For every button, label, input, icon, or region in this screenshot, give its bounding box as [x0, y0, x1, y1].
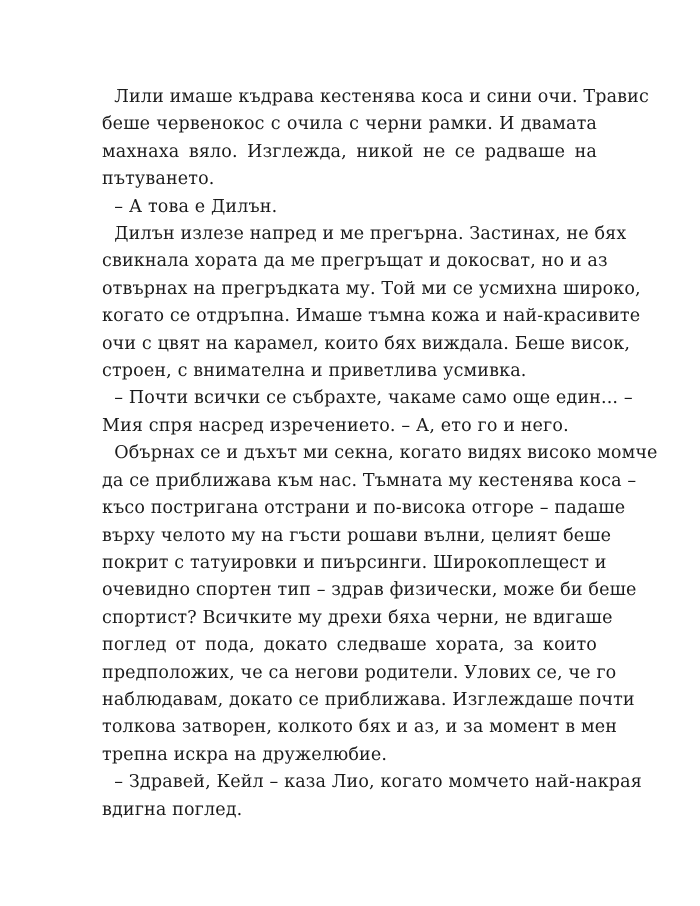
- text-line: пътуването.: [102, 169, 215, 190]
- text-line: когато се отдръпна. Имаше тъмна кожа и най-красивите: [102, 306, 641, 327]
- text-line: – А това е Дилън.: [114, 196, 278, 217]
- text-line: Обърнах се и дъхът ми секна, когато видях високо момче: [114, 443, 658, 464]
- text-line: предположих, че са негови родители. Улових се, че го: [102, 662, 617, 683]
- text-line: трепна искра на дружелюбие.: [102, 744, 388, 765]
- paragraph: [102, 440, 658, 769]
- text-line: отвърнах на прегръдката му. Той ми се усмихна широко,: [102, 278, 641, 299]
- text-line: Лили имаше къдрава кестенява коса и сини очи. Травис: [114, 87, 649, 107]
- text-line: беше червенокос с очила с черни рамки. И двамата: [102, 114, 597, 135]
- text-line: Мия спря насред изречението. – А, ето го и него.: [102, 415, 569, 436]
- paragraph: [102, 194, 597, 221]
- paragraph: [102, 385, 633, 440]
- paragraph: [102, 221, 641, 385]
- text-line: поглед от пода, докато следваше хората, за които: [102, 635, 597, 656]
- text-line: строен, с внимателна и приветлива усмивка.: [102, 361, 527, 382]
- paragraph: [102, 84, 649, 194]
- text-line: Дилън излезе напред и ме прегърна. Застинах, не бях: [114, 224, 627, 245]
- text-line: покрит с татуировки и пиърсинги. Широкоплещест и: [102, 552, 607, 573]
- text-line: да се приближава към нас. Тъмната му кестенява коса –: [102, 470, 637, 491]
- text-line: свикнала хората да ме прегръщат и докосват, но и аз: [102, 251, 608, 272]
- text-line: спортист? Всичките му дрехи бяха черни, не вдигаше: [102, 607, 613, 628]
- text-line: наблюдавам, докато се приближава. Изглеждаше почти: [102, 689, 635, 710]
- text-line: – Здравей, Кейл – каза Лио, когато момчето най-накрая: [114, 772, 642, 793]
- text-line: – Почти всички се събрахте, чакаме само още един... –: [114, 388, 633, 409]
- text-line: очи с цвят на карамел, които бях виждала. Беше висок,: [102, 333, 631, 354]
- text-line: вдигна поглед.: [102, 799, 243, 820]
- text-line: късо постригана отстрани и по-висока отгоре – падаше: [102, 498, 626, 519]
- text-line: върху челото му на гъсти рошави вълни, целият беше: [102, 525, 612, 546]
- text-line: махнаха вяло. Изглежда, никой не се радваше на: [102, 141, 597, 162]
- text-line: толкова затворен, колкото бях и аз, и за момент в мен: [102, 717, 618, 738]
- body-text: [102, 84, 658, 824]
- text-line: очевидно спортен тип – здрав физически, може би беше: [102, 580, 637, 601]
- paragraph: [102, 769, 642, 824]
